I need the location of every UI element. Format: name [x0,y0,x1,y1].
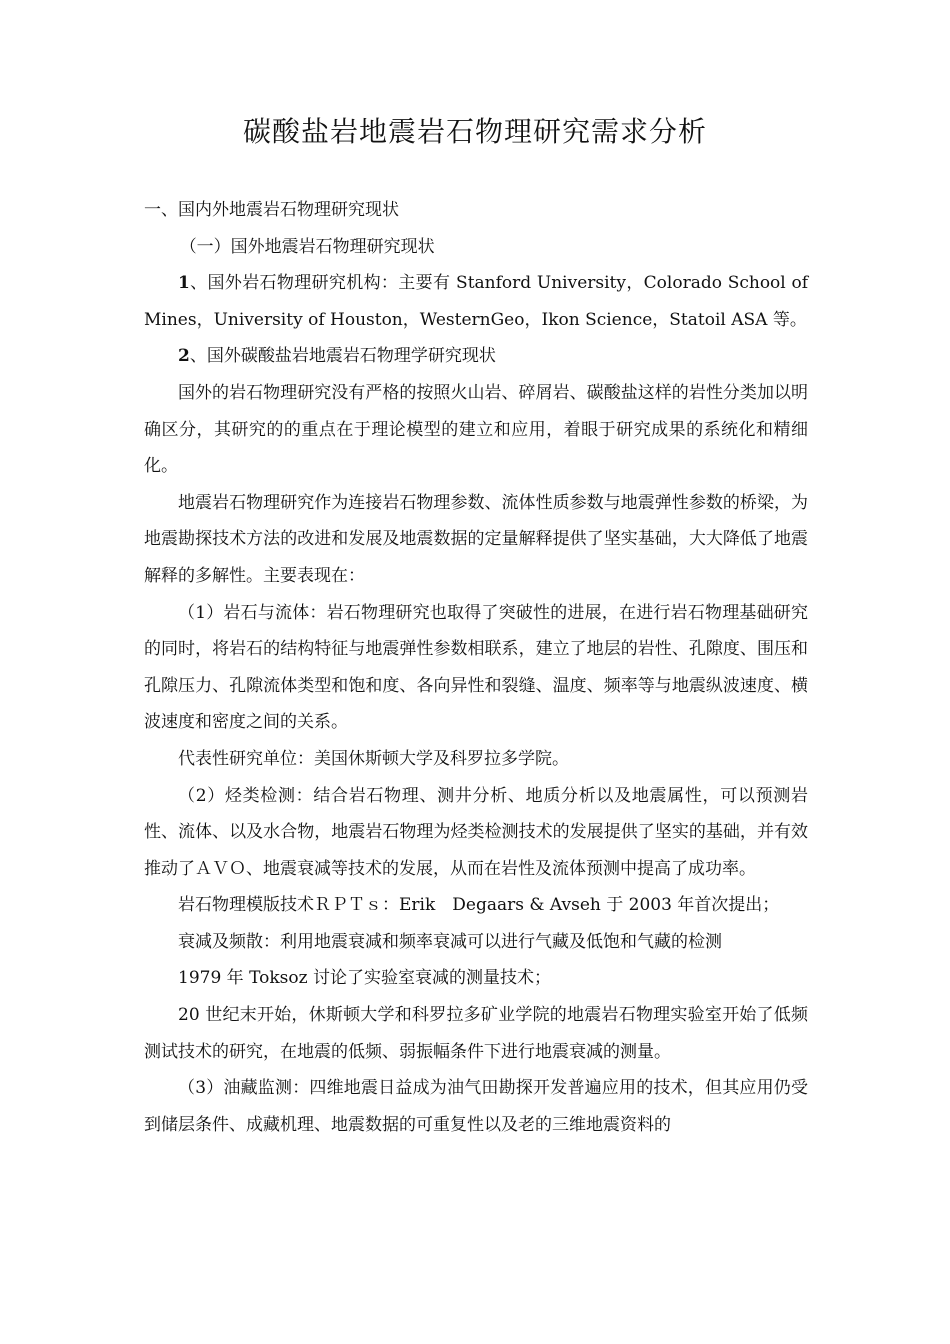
paragraph-rpt: 岩石物理模版技术ＲＰＴｓ：Erik Degaars & Avseh 于 2003 年首次提出； [178,895,780,916]
item-1-text: 、国外岩石物理研究机构：主要有 Stanford University，Colorado School of Mines，University of Houston，WesternGeo，Ikon Science，Statoil ASA 等。 [144,273,808,330]
document-title: 碳酸盐岩地震岩石物理研究需求分析 [242,115,707,148]
paragraph-hydrocarbon-detection: （2）烃类检测：结合岩石物理、测井分析、地质分析以及地震属性，可以预测岩性、流体、以及水合物，地震岩石物理为烃类检测技术的发展提供了坚实的基础，并有效推动了ＡＶＯ、地震衰减等技术的发展，从而在岩性及流体预测中提高了成功率。 [144,785,808,879]
paragraph-reservoir-monitoring: （3）油藏监测：四维地震日益成为油气田勘探开发普遍应用的技术，但其应用仍受到储层条件、成藏机理、地震数据的可重复性以及老的三维地震资料的 [144,1078,808,1135]
paragraph-rock-fluid: （1）岩石与流体：岩石物理研究也取得了突破性的进展，在进行岩石物理基础研究的同时，将岩石的结构特征与地震弹性参数相联系，建立了地层的岩性、孔隙度、围压和孔隙压力、孔隙流体类型和饱和度、各向异性和裂缝、温度、频率等与地震纵波速度、横波速度和密度之间的关系。 [144,602,808,733]
item-2-number: 2 [178,346,190,367]
document-body [144,192,808,1143]
item-1-paragraph [144,265,808,338]
paragraph-representative-units: 代表性研究单位：美国休斯顿大学及科罗拉多学院。 [178,748,569,769]
paragraph-toksoz: 1979 年 Toksoz 讨论了实验室衰减的测量技术； [178,968,551,989]
section-heading-1: 一、国内外地震岩石物理研究现状 [144,200,399,220]
paragraph-20th-century: 20 世纪末开始，休斯顿大学和科罗拉多矿业学院的地震岩石物理实验室开始了低频测试技术的研究，在地震的低频、弱振幅条件下进行地震衰减的测量。 [144,1005,808,1062]
paragraph-2: 地震岩石物理研究作为连接岩石物理参数、流体性质参数与地震弹性参数的桥梁，为地震勘探技术方法的改进和发展及地震数据的定量解释提供了坚实基础，大大降低了地震解释的多解性。主要表现在： [144,492,808,586]
paragraph-attenuation: 衰减及频散：利用地震衰减和频率衰减可以进行气藏及低饱和气藏的检测 [178,931,722,952]
paragraph-1: 国外的岩石物理研究没有严格的按照火山岩、碎屑岩、碳酸盐这样的岩性分类加以明确区分，其研究的的重点在于理论模型的建立和应用，着眼于研究成果的系统化和精细化。 [144,382,808,477]
item-2-text: 、国外碳酸盐岩地震岩石物理学研究现状 [189,346,496,367]
item-1-number: 1 [178,273,190,294]
item-2-paragraph [144,338,808,375]
subsection-heading: （一）国外地震岩石物理研究现状 [179,236,435,257]
